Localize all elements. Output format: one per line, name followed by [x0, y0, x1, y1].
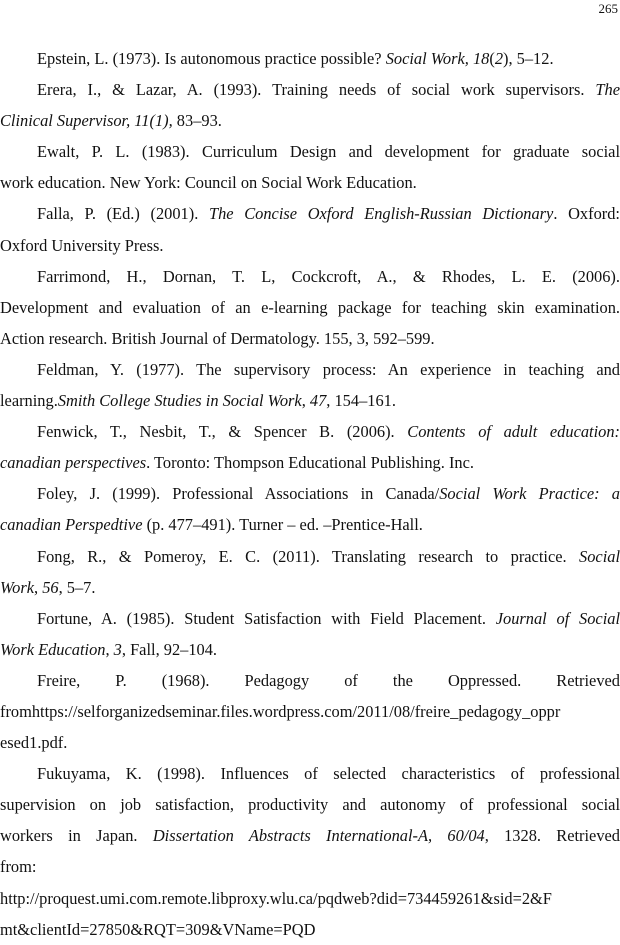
text-segment: 83–93.	[172, 111, 222, 131]
reference-line	[0, 665, 620, 696]
text-segment: http://proquest.umi.com.remote.libproxy.wlu.ca/pqdweb?did=734459261&sid=2&F	[0, 888, 552, 908]
reference-line	[0, 198, 620, 229]
reference-entry	[0, 74, 620, 136]
reference-entry	[0, 198, 620, 260]
text-segment: Fenwick, T., Nesbit, T., & Spencer B. (2006).	[37, 422, 408, 442]
reference-entry	[0, 665, 620, 758]
reference-line	[0, 167, 620, 198]
reference-line	[0, 447, 620, 478]
reference-line	[0, 230, 620, 261]
reference-line	[0, 354, 620, 385]
reference-line	[0, 261, 620, 292]
text-segment: , 1328. Retrieved	[484, 826, 620, 846]
reference-line	[0, 851, 620, 882]
italic-text: Journal of Social	[495, 608, 620, 628]
italic-text: Social	[579, 546, 620, 566]
reference-line	[0, 603, 620, 634]
text-segment: Erera, I., & Lazar, A. (1993). Training needs of social work supervisors.	[37, 80, 596, 100]
text-segment: , Fall, 92–104.	[121, 639, 218, 659]
italic-text: Social Work Practice: a	[439, 484, 620, 504]
italic-text: canadian perspectives	[0, 453, 147, 473]
italic-text: Work	[0, 577, 34, 597]
text-segment: from:	[0, 857, 37, 877]
reference-entry	[0, 416, 620, 478]
reference-line	[0, 696, 620, 727]
reference-line	[0, 74, 620, 105]
reference-line	[0, 323, 620, 354]
reference-line	[0, 136, 620, 167]
italic-text: Clinical Supervisor, 11(1),	[0, 111, 173, 131]
reference-line	[0, 820, 620, 851]
italic-text: 47	[309, 391, 327, 411]
reference-line	[0, 541, 620, 572]
reference-entry	[0, 603, 620, 665]
text-segment: Falla, P. (Ed.) (2001).	[37, 204, 209, 224]
reference-entry	[0, 758, 620, 945]
italic-text: 2	[494, 49, 504, 68]
text-segment: , 154–161.	[326, 391, 396, 411]
text-segment: Freire, P. (1968). Pedagogy of the Oppressed. Retrieved	[37, 670, 620, 690]
reference-line	[0, 385, 620, 416]
reference-line	[0, 478, 620, 509]
reference-entry	[0, 354, 620, 416]
reference-entry	[0, 136, 620, 198]
text-segment: Ewalt, P. L. (1983). Curriculum Design and development for graduate social	[37, 142, 620, 162]
text-segment: , 5–7.	[58, 577, 96, 597]
reference-entry	[0, 541, 620, 603]
reference-list	[0, 43, 620, 945]
italic-text: Smith College Studies in Social Work	[57, 391, 302, 411]
text-segment: Oxford University Press.	[0, 235, 164, 255]
text-segment: Farrimond, H., Dornan, T. L, Cockcroft, A., & Rhodes, L. E. (2006).	[37, 266, 620, 286]
text-segment: workers in Japan.	[0, 826, 153, 846]
text-segment: ,	[34, 577, 43, 597]
text-segment: work education. New York: Council on Social Work Education.	[0, 173, 417, 193]
italic-text: Dissertation Abstracts International-A, 60/04	[152, 826, 485, 846]
reference-line	[0, 292, 620, 323]
reference-entry	[0, 261, 620, 354]
text-segment: supervision on job satisfaction, productivity and autonomy of professional social	[0, 795, 620, 815]
reference-line	[0, 509, 620, 540]
text-segment: Feldman, Y. (1977). The supervisory process: An experience in teaching and	[37, 359, 620, 379]
text-segment: . Toronto: Thompson Educational Publishing. Inc.	[146, 453, 474, 473]
reference-line	[0, 727, 620, 758]
text-segment: Action research. British Journal of Dermatology. 155, 3, 592–599.	[0, 328, 435, 348]
text-segment: Fukuyama, K. (1998). Influences of selected characteristics of professional	[37, 764, 620, 784]
text-segment: ,	[105, 639, 114, 659]
text-segment: . Oxford:	[553, 204, 620, 224]
reference-line	[0, 634, 620, 665]
reference-line	[0, 789, 620, 820]
text-segment: ,	[301, 391, 310, 411]
text-segment: mt&clientId=27850&RQT=309&VName=PQD	[0, 919, 316, 939]
text-segment: Fong, R., & Pomeroy, E. C. (2011). Translating research to practice.	[37, 546, 580, 566]
text-segment: ), 5–12.	[503, 49, 554, 68]
italic-text: Work Education	[0, 639, 106, 659]
reference-line	[0, 914, 620, 945]
text-segment: (	[489, 49, 495, 68]
reference-line	[0, 105, 620, 136]
reference-entry	[0, 478, 620, 540]
reference-line	[0, 43, 620, 74]
italic-text: canadian Perspedtive	[0, 515, 143, 535]
italic-text: The Concise Oxford English-Russian Dictionary	[208, 204, 554, 224]
text-segment: Development and evaluation of an e-learning package for teaching skin examination.	[0, 297, 620, 317]
text-segment: Foley, J. (1999). Professional Associations in Canada/	[37, 484, 440, 504]
reference-line	[0, 572, 620, 603]
text-segment: esed1.pdf.	[0, 733, 68, 753]
text-segment: fromhttps://selforganizedseminar.files.wordpress.com/2011/08/freire_pedagogy_oppr	[0, 701, 561, 721]
text-segment: learning.	[0, 391, 58, 411]
italic-text: Social Work, 18	[385, 49, 490, 68]
text-segment: Fortune, A. (1985). Student Satisfaction with Field Placement.	[37, 608, 496, 628]
reference-line	[0, 883, 620, 914]
reference-entry	[0, 43, 620, 74]
text-segment: Epstein, L. (1973). Is autonomous practice possible?	[37, 49, 386, 68]
reference-line	[0, 758, 620, 789]
italic-text: 56	[42, 577, 59, 597]
reference-line	[0, 416, 620, 447]
italic-text: 3	[113, 639, 122, 659]
text-segment: (p. 477–491). Turner – ed. –Prentice-Hall.	[142, 515, 423, 535]
page-number: 265	[598, 1, 618, 16]
italic-text: The	[595, 80, 620, 100]
italic-text: Contents of adult education:	[407, 422, 620, 442]
